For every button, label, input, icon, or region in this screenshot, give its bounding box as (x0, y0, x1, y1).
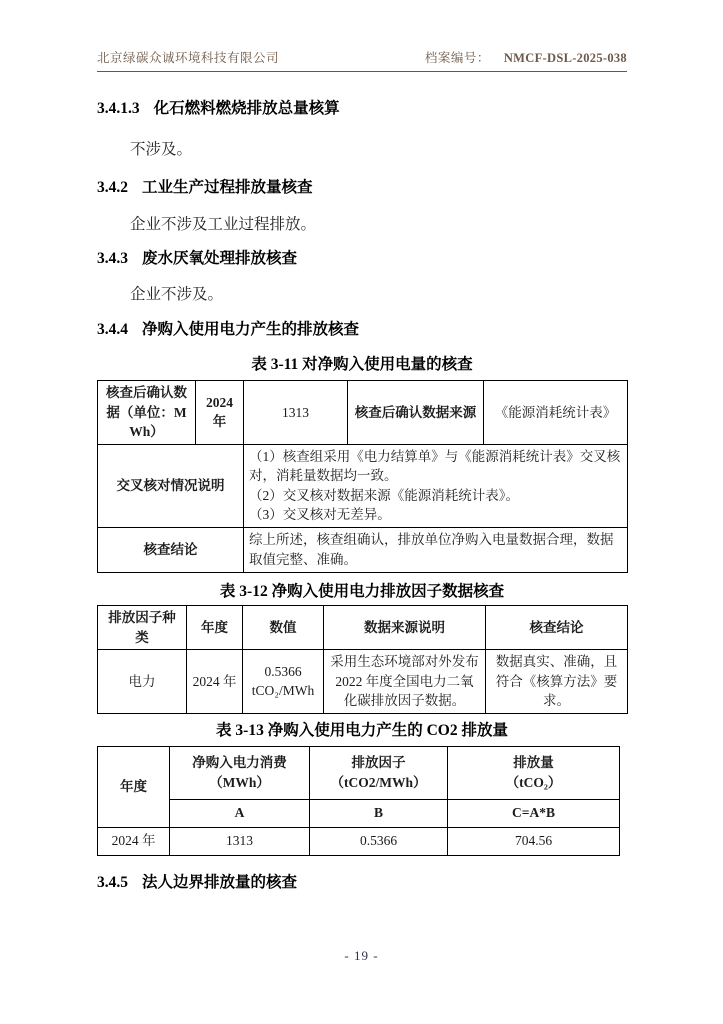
t13-header-emission-line2: （tCO₂） (505, 774, 562, 790)
table-header-row (98, 746, 620, 799)
t12-header-conclusion: 核查结论 (486, 605, 628, 649)
t13-emission: 704.56 (448, 827, 620, 855)
t12-unit: tCO₂/MWh (251, 683, 315, 699)
t12-year: 2024 年 (187, 650, 243, 714)
t12-header-value: 数值 (243, 605, 324, 649)
crosscheck-item-1: （1）核查组采用《电力结算单》与《能源消耗统计表》交叉核对，消耗量数据均一致。 (249, 448, 621, 484)
section-body-3-4-3: 企业不涉及。 (130, 286, 224, 303)
page-header (97, 0, 627, 72)
t13-header-emission (448, 746, 620, 799)
t13-header-consumption-line1: 净购入电力消费 (192, 755, 287, 771)
t11-crosscheck-text (244, 444, 628, 527)
table-row (98, 381, 628, 445)
archive-number: NMCF-DSL-2025-038 (503, 51, 627, 65)
table-row (98, 650, 628, 714)
table-subheader-row (98, 799, 620, 827)
section-heading-3-4-5 (97, 872, 627, 893)
t12-value-cell (243, 650, 324, 714)
section-title: 化石燃料燃烧排放总量核算 (153, 100, 340, 117)
t12-conclusion: 数据真实、准确，且符合《核算方法》要求。 (486, 650, 628, 714)
section-heading-3-4-2 (97, 177, 627, 198)
t13-year: 2024 年 (98, 827, 170, 855)
company-name: 北京绿碳众诚环境科技有限公司 (97, 51, 280, 65)
t11-year: 2024 年 (196, 381, 244, 445)
table-3-12 (97, 605, 628, 714)
t13-subheader-c: C=A*B (448, 799, 620, 827)
section-number: 3.4.2 (97, 179, 128, 196)
section-body-3-4-1-3: 不涉及。 (130, 141, 193, 158)
t13-header-consumption (170, 746, 310, 799)
table-3-13-caption: 表 3-13 净购入使用电力产生的 CO2 排放量 (216, 721, 508, 739)
section-heading-3-4-3 (97, 248, 627, 269)
t11-conclusion-text: 综上所述，核查组确认，排放单位净购入电量数据合理，数据取值完整、准确。 (244, 527, 628, 572)
t13-factor: 0.5366 (310, 827, 448, 855)
t12-header-year: 年度 (187, 605, 243, 649)
t13-subheader-b: B (310, 799, 448, 827)
table-row (98, 827, 620, 855)
t11-source-value: 《能源消耗统计表》 (484, 381, 628, 445)
t13-header-year: 年度 (98, 746, 170, 827)
section-number: 3.4.5 (97, 873, 128, 891)
section-heading-3-4-4 (97, 319, 627, 340)
t13-header-emission-line1: 排放量 (513, 755, 554, 771)
table-row (98, 527, 628, 572)
t11-conclusion-label: 核查结论 (98, 527, 244, 572)
section-number: 3.4.3 (97, 250, 128, 267)
t11-source-label: 核查后确认数据来源 (348, 381, 484, 445)
archive-label: 档案编号： (424, 51, 490, 65)
t13-subheader-a: A (170, 799, 310, 827)
t12-header-factor-type: 排放因子种类 (98, 605, 187, 649)
section-number: 3.4.4 (97, 321, 128, 338)
t13-header-consumption-line2: （MWh） (209, 774, 270, 790)
t13-header-factor-line2: （tCO2/MWh） (330, 774, 427, 790)
table-row (98, 444, 628, 527)
page-content (97, 0, 627, 893)
table-3-13 (97, 746, 620, 856)
section-body-3-4-2: 企业不涉及工业过程排放。 (130, 216, 317, 233)
table-3-11 (97, 380, 628, 573)
section-title: 法人边界排放量的核查 (142, 873, 298, 891)
t13-consumption: 1313 (170, 827, 310, 855)
t12-header-source: 数据来源说明 (324, 605, 486, 649)
t12-factor-type: 电力 (98, 650, 187, 714)
crosscheck-item-2: （2）交叉核对数据来源《能源消耗统计表》。 (249, 487, 519, 503)
page-number: - 19 - (344, 948, 379, 963)
t11-crosscheck-label: 交叉核对情况说明 (98, 444, 244, 527)
section-title: 净购入使用电力产生的排放核查 (142, 321, 360, 338)
t12-value: 0.5366 (264, 663, 302, 679)
table-3-11-caption: 表 3-11 对净购入使用电量的核查 (251, 356, 473, 373)
section-number: 3.4.1.3 (97, 100, 140, 117)
t11-confirmed-data-label: 核查后确认数据（单位：MWh） (98, 381, 196, 445)
section-title: 废水厌氧处理排放核查 (142, 250, 298, 267)
table-header-row (98, 605, 628, 649)
archive-number-block (425, 48, 627, 66)
t13-header-factor (310, 746, 448, 799)
t13-header-factor-line1: 排放因子 (351, 755, 406, 771)
crosscheck-item-3: （3）交叉核对无差异。 (249, 507, 391, 523)
section-title: 工业生产过程排放量核查 (142, 179, 313, 196)
table-3-12-caption: 表 3-12 净购入使用电力排放因子数据核查 (219, 582, 505, 600)
t12-source: 采用生态环境部对外发布 2022 年度全国电力二氧化碳排放因子数据。 (324, 650, 486, 714)
t11-confirmed-value: 1313 (244, 381, 348, 445)
section-heading-3-4-1-3 (97, 98, 627, 119)
